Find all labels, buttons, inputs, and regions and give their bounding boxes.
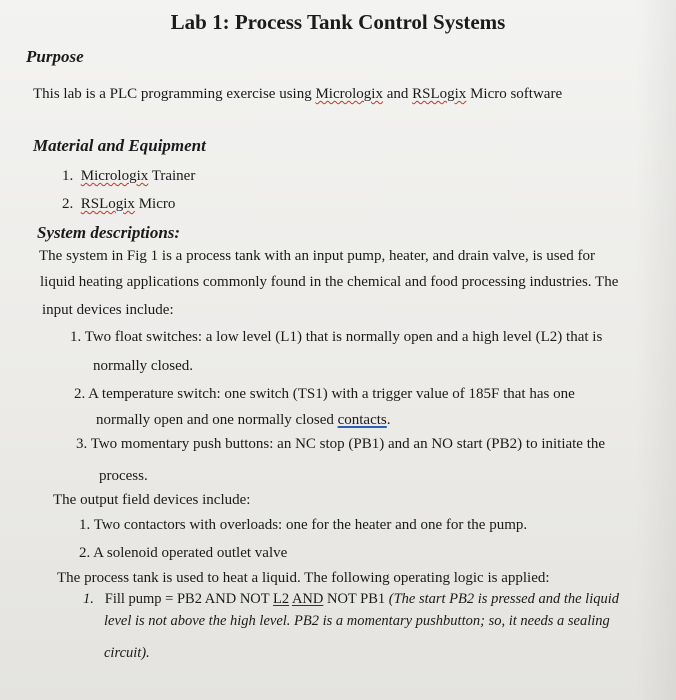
output-item-2: 2. A solenoid operated outlet valve — [79, 545, 288, 561]
input-item-1: 1. Two float switches: a low level (L1) that is normally open and a high level (L2) that is — [70, 329, 603, 345]
logic-item-1-cont-1: level is not above the high level. PB2 is a momentary pushbutton; so, it needs a sealing — [104, 613, 610, 629]
material-item-2 — [62, 196, 175, 213]
logic-intro: The process tank is used to heat a liquid. The following operating logic is applied: — [57, 570, 550, 586]
logic-item-1-mid: NOT PB1 — [323, 591, 389, 607]
micrologix-word: Micrologix — [315, 86, 383, 102]
input-item-2-cont-end: . — [386, 412, 391, 428]
logic-item-1-num: 1. — [83, 591, 94, 607]
purpose-text — [33, 86, 562, 103]
input-item-3-cont: process. — [99, 468, 148, 484]
purpose-text-b: Micro software — [466, 86, 563, 102]
input-item-1-cont: normally closed. — [93, 358, 193, 374]
rslogix-word: RSLogix — [412, 86, 467, 102]
system-intro-3: input devices include: — [42, 302, 174, 318]
material-item-1-word: Micrologix — [80, 168, 149, 184]
purpose-text-a: This lab is a PLC programming exercise using — [33, 86, 316, 102]
logic-item-1-u2: AND — [291, 591, 324, 607]
page-edge-shadow — [636, 0, 676, 700]
material-item-1-num: 1. — [62, 168, 74, 184]
materials-heading: Material and Equipment — [33, 136, 206, 155]
input-item-2-cont — [96, 412, 391, 429]
logic-item-1-ital-1: (The start PB2 is pressed and the liquid — [388, 591, 620, 607]
input-item-2-cont-pre: normally open and one normally closed — [96, 412, 338, 428]
system-heading: System descriptions: — [37, 223, 181, 242]
material-item-1 — [62, 168, 195, 185]
contacts-word: contacts — [337, 412, 387, 428]
logic-item-1-cont-2: circuit). — [104, 645, 150, 661]
input-item-3: 3. Two momentary push buttons: an NC stop (PB1) and an NO start (PB2) to initiate the — [76, 436, 606, 452]
input-item-2: 2. A temperature switch: one switch (TS1) with a trigger value of 185F that has one — [74, 386, 575, 402]
output-item-1: 1. Two contactors with overloads: one for the heater and one for the pump. — [79, 517, 528, 533]
purpose-heading: Purpose — [26, 47, 84, 66]
system-intro-1: The system in Fig 1 is a process tank with an input pump, heater, and drain valve, is used for — [39, 248, 595, 264]
output-intro: The output field devices include: — [53, 492, 251, 508]
material-item-2-rest: Micro — [134, 196, 176, 212]
material-item-2-num: 2. — [62, 196, 74, 212]
logic-item-1 — [83, 591, 619, 608]
logic-item-1-u1: L2 — [273, 591, 290, 607]
system-intro-2: liquid heating applications commonly found in the chemical and food processing industries. The — [40, 274, 619, 290]
logic-item-1-pre: Fill pump = PB2 AND NOT — [104, 591, 273, 607]
material-item-2-word: RSLogix — [80, 196, 135, 212]
purpose-and: and — [382, 86, 413, 102]
page-title: Lab 1: Process Tank Control Systems — [170, 10, 506, 34]
material-item-1-rest: Trainer — [148, 168, 196, 184]
